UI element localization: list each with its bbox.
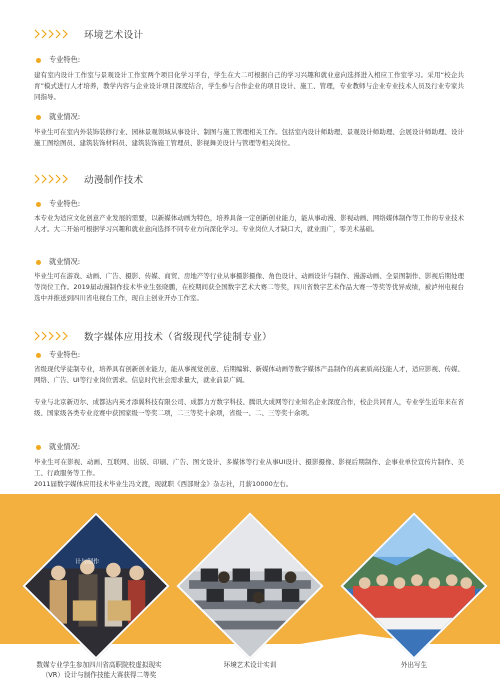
paragraph: 毕业生可在影视、动画、互联网、出版、印刷、广告、图文设计、多媒体等行业从事UI设计、摄影摄像、影视后期制作、企事业单位宣传片制作、美工、行政服务等工作。 bbox=[34, 458, 464, 477]
banner-text: 计与制作 bbox=[75, 558, 100, 566]
section-title: 环境艺术设计 bbox=[84, 30, 144, 41]
subheading-label: 就业情况: bbox=[49, 257, 81, 266]
subheading-features bbox=[36, 349, 80, 361]
paragraph: 省级现代学徒制专业，培养具有创新创业能力，能从事视觉创意、后期编辑、新媒体动画等数字媒体产品制作的高素质高技能人才，适应影视、传媒、网络、广告、UI等行业岗位需求。信息时代社会需求量大，就业前景广阔。 bbox=[34, 365, 464, 384]
chevrons-icon bbox=[34, 174, 76, 184]
section-heading-animation bbox=[34, 171, 143, 187]
bullet-dot-icon bbox=[36, 353, 41, 358]
photo-caption bbox=[10, 660, 188, 680]
caption-line: 外出写生 bbox=[400, 661, 428, 669]
subheading-employment bbox=[36, 441, 80, 453]
paragraph: 毕业生可在游戏、动画、广告、摄影、传媒、商贸、房地产等行业从事摄影摄像、角色设计、动画设计与制作、漫游动画、全景图制作、影视后期处理等岗位工作。2019届动漫制作技术毕业生张晓鹏，在校期间获全国数字艺术大赛二等奖，四川省数字艺术作品大赛一等奖等优异成绩，被泸州电视台选中并推送到四川省电视台工作，现自主创业开办工作室。 bbox=[34, 272, 464, 302]
subheading-features bbox=[36, 54, 80, 66]
section-title: 动漫制作技术 bbox=[84, 175, 144, 186]
subheading-label: 专业特色: bbox=[49, 199, 81, 208]
subheading-employment bbox=[36, 256, 80, 268]
chevrons-icon bbox=[34, 29, 76, 39]
bullet-dot-icon bbox=[36, 115, 41, 120]
section-heading-digital-media bbox=[34, 328, 272, 344]
paragraph: 毕业生可在室内外装饰装修行业、园林景观领域从事设计、制图与施工管理相关工作。包括室内设计师助理、景观设计师助理、会展设计师助理、设计施工图绘图员、建筑装饰材料员、建筑装饰施工管理员、影视舞美设计与管理等相关岗位。 bbox=[34, 128, 464, 147]
subheading-employment bbox=[36, 111, 80, 123]
bullet-dot-icon bbox=[36, 445, 41, 450]
caption-line: （VR）设计与制作技能大赛获得二等奖 bbox=[41, 671, 157, 679]
section-title: 数字媒体应用技术（省级现代学徒制专业） bbox=[84, 332, 272, 343]
subheading-label: 就业情况: bbox=[49, 112, 81, 121]
paragraph: 2011届数字媒体应用技术毕业生冯文渡，现就职《西部财金》杂志社，月薪10000左右。 bbox=[34, 480, 293, 488]
subheading-label: 专业特色: bbox=[49, 350, 81, 359]
subheading-features bbox=[36, 198, 80, 210]
subheading-label: 就业情况: bbox=[49, 442, 81, 451]
bullet-dot-icon bbox=[36, 58, 41, 63]
photo-caption bbox=[198, 660, 302, 670]
subheading-label: 专业特色: bbox=[49, 55, 81, 64]
caption-line: 数媒专业学生参加四川省高职院校虚拟现实 bbox=[36, 661, 162, 669]
caption-line: 环境艺术设计实训 bbox=[223, 661, 277, 669]
bullet-dot-icon bbox=[36, 260, 41, 265]
photo-caption bbox=[362, 660, 466, 670]
paragraph: 专业与北京新迈尔、成都达内英才添翼科技有限公司、成都力方数字科技、腾讯大成网等行业知名企业深度合作，校企共同育人，专业学生近年来在省级、国家级各类专业竞赛中获国家级一等奖二项，二三等奖十余项，省级一、二、三等奖十余项。 bbox=[34, 398, 464, 417]
paragraph: 本专业为适应文化创意产业发展的需要，以新媒体动画为特色，培养具备一定创新创业能力，能从事动漫、影视动画、网络媒体制作等工作的专业技术人才。大二开始可根据学习兴趣和就业意向选择不同专业方向深化学习。专业岗位人才缺口大，就业面广，零美术基础。 bbox=[34, 214, 464, 233]
bullet-dot-icon bbox=[36, 202, 41, 207]
paragraph: 建有室内设计工作室与景观设计工作室两个项目化学习平台，学生在大二可根据自己的学习兴趣和就业意向选择进入相应工作室学习。采用“校企共育”模式进行人才培养，教学内容与企业设计项目深度结合，学生参与合作企业的项目设计、施工、管理，专业教师与企业专业技术人员及行业专家共同指导。 bbox=[34, 71, 464, 101]
chevrons-icon bbox=[34, 331, 76, 341]
section-heading-environment-art bbox=[34, 26, 143, 42]
